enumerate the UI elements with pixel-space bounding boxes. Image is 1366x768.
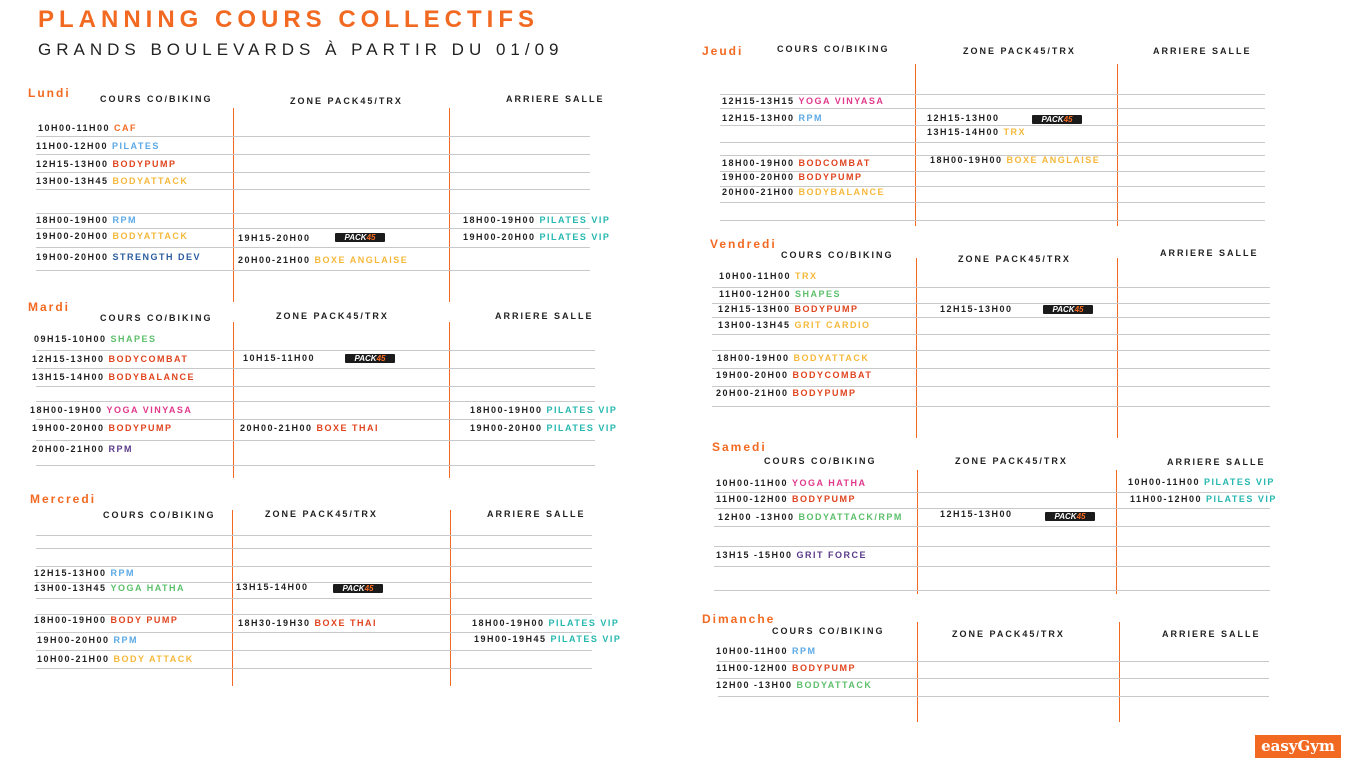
row-rule — [36, 213, 590, 214]
class-name: PILATES VIP — [546, 423, 618, 433]
class-entry — [34, 615, 178, 625]
class-name: CAF — [114, 123, 138, 133]
class-time: 09H15-10H00 — [34, 334, 107, 344]
pack-number: 45 — [364, 584, 374, 593]
row-rule — [36, 386, 595, 387]
class-time: 13H00-13H45 — [34, 583, 107, 593]
row-rule — [36, 189, 590, 190]
row-rule — [36, 668, 592, 669]
column-divider — [1119, 622, 1120, 722]
class-entry — [716, 478, 867, 488]
class-entry — [716, 550, 867, 560]
class-time: 12H00 -13H00 — [718, 512, 795, 522]
row-rule — [36, 650, 592, 651]
class-name: BODYPUMP — [798, 172, 863, 182]
class-entry — [722, 187, 885, 197]
column-header: ARRIERE SALLE — [506, 94, 605, 104]
class-time: 11H00-12H00 — [1130, 494, 1203, 504]
row-rule — [712, 406, 1270, 407]
pack-number: 45 — [376, 354, 386, 363]
class-entry — [722, 113, 823, 123]
class-name: BODY ATTACK — [113, 654, 194, 664]
pack45-badge — [335, 233, 385, 242]
class-time: 10H00-11H00 — [719, 271, 792, 281]
class-name: RPM — [113, 635, 139, 645]
class-name: BODYPUMP — [792, 388, 857, 398]
class-time: 20H00-21H00 — [32, 444, 105, 454]
class-entry — [940, 509, 1013, 519]
class-entry — [722, 172, 863, 182]
row-rule — [36, 566, 592, 567]
row-rule — [36, 350, 595, 351]
class-time: 18H00-19H00 — [717, 353, 790, 363]
column-divider — [233, 108, 234, 302]
class-name: BODYBALANCE — [108, 372, 196, 382]
class-entry — [238, 618, 377, 628]
class-time: 18H00-19H00 — [472, 618, 545, 628]
class-name: BODYPUMP — [112, 159, 177, 169]
class-entry — [463, 232, 610, 242]
row-rule — [36, 401, 595, 402]
column-divider — [1116, 470, 1117, 594]
class-name: BODCOMBAT — [798, 158, 871, 168]
class-name: YOGA HATHA — [792, 478, 867, 488]
class-entry — [722, 96, 884, 106]
class-entry — [36, 159, 177, 169]
class-time: 12H15-13H00 — [36, 159, 109, 169]
class-time: 19H00-20H00 — [37, 635, 110, 645]
class-entry — [36, 252, 201, 262]
class-time: 10H00-11H00 — [716, 478, 789, 488]
class-time: 19H00-20H00 — [722, 172, 795, 182]
class-name: BOXE ANGLAISE — [314, 255, 409, 265]
class-time: 19H00-20H00 — [463, 232, 536, 242]
column-header: COURS CO/BIKING — [781, 250, 894, 260]
day-name: Mardi — [28, 300, 71, 314]
pack-number: 45 — [366, 233, 376, 242]
day-name: Jeudi — [702, 44, 744, 58]
class-entry — [716, 646, 817, 656]
row-rule — [720, 202, 1265, 203]
class-entry — [470, 423, 617, 433]
class-name: BOXE THAI — [314, 618, 378, 628]
row-rule — [714, 590, 1270, 591]
class-entry — [718, 304, 859, 314]
row-rule — [36, 136, 590, 137]
class-name: STRENGTH DEV — [112, 252, 202, 262]
class-time: 11H00-12H00 — [36, 141, 109, 151]
class-time: 12H15-13H15 — [722, 96, 795, 106]
class-entry — [238, 233, 311, 243]
class-time: 19H00-20H00 — [470, 423, 543, 433]
class-entry — [34, 568, 135, 578]
column-header: ZONE PACK45/TRX — [958, 254, 1071, 264]
class-time: 12H15-13H00 — [722, 113, 795, 123]
pack45-badge — [1032, 115, 1082, 124]
column-divider — [916, 258, 917, 438]
class-time: 13H15-14H00 — [927, 127, 1000, 137]
class-time: 10H00-11H00 — [38, 123, 111, 133]
class-name: PILATES VIP — [548, 618, 620, 628]
class-name: PILATES VIP — [546, 405, 618, 415]
class-time: 18H00-19H00 — [34, 615, 107, 625]
class-time: 13H00-13H45 — [36, 176, 109, 186]
class-name: BODYPUMP — [108, 423, 173, 433]
class-entry — [718, 512, 903, 522]
class-entry — [32, 354, 188, 364]
class-name: YOGA VINYASA — [798, 96, 885, 106]
class-name: RPM — [798, 113, 824, 123]
class-entry — [36, 141, 160, 151]
class-name: BOXE ANGLAISE — [1006, 155, 1101, 165]
class-time: 12H00 -13H00 — [716, 680, 793, 690]
class-entry — [463, 215, 610, 225]
column-header: COURS CO/BIKING — [772, 626, 885, 636]
pack45-badge — [333, 584, 383, 593]
class-time: 10H00-21H00 — [37, 654, 110, 664]
page-subtitle: GRANDS BOULEVARDS À PARTIR DU 01/09 — [38, 40, 564, 59]
class-entry — [472, 618, 619, 628]
row-rule — [36, 535, 592, 536]
class-name: BODYATTACK — [112, 231, 189, 241]
class-name: GRIT FORCE — [796, 550, 868, 560]
class-name: PILATES VIP — [550, 634, 622, 644]
class-name: BOXE THAI — [316, 423, 380, 433]
class-entry — [927, 113, 1000, 123]
column-divider — [917, 622, 918, 722]
column-header: ZONE PACK45/TRX — [265, 509, 378, 519]
row-rule — [36, 228, 590, 229]
row-rule — [720, 125, 1265, 126]
row-rule — [714, 526, 1270, 527]
column-header: ZONE PACK45/TRX — [955, 456, 1068, 466]
column-header: ARRIERE SALLE — [1153, 46, 1252, 56]
class-entry — [34, 583, 185, 593]
column-header: ZONE PACK45/TRX — [963, 46, 1076, 56]
pack-label: PACK — [1052, 305, 1075, 314]
class-entry — [719, 289, 841, 299]
pack45-badge — [345, 354, 395, 363]
class-entry — [1128, 477, 1275, 487]
class-name: BODYATTACK — [796, 680, 873, 690]
class-entry — [930, 155, 1100, 165]
class-name: PILATES VIP — [1204, 477, 1275, 487]
row-rule — [712, 386, 1270, 387]
row-rule — [720, 220, 1265, 221]
class-name: BODY PUMP — [110, 615, 179, 625]
class-entry — [716, 663, 856, 673]
row-rule — [714, 492, 1270, 493]
class-name: BODYPUMP — [792, 494, 857, 504]
class-time: 19H00-20H00 — [32, 423, 105, 433]
column-divider — [449, 322, 450, 478]
class-entry — [718, 320, 871, 330]
class-time: 11H00-12H00 — [716, 663, 789, 673]
class-entry — [470, 405, 617, 415]
class-time: 18H00-19H00 — [722, 158, 795, 168]
class-time: 19H00-20H00 — [36, 252, 109, 262]
column-header: ZONE PACK45/TRX — [276, 311, 389, 321]
class-entry — [927, 127, 1026, 137]
class-name: BODYATTACK — [112, 176, 189, 186]
class-time: 19H00-19H45 — [474, 634, 547, 644]
class-entry — [716, 494, 856, 504]
class-name: RPM — [110, 568, 136, 578]
class-entry — [30, 405, 192, 415]
class-entry — [37, 654, 194, 664]
pack-label: PACK — [342, 584, 365, 593]
column-header: ARRIERE SALLE — [1160, 248, 1259, 258]
day-name: Lundi — [28, 86, 71, 100]
row-rule — [36, 270, 590, 271]
class-entry — [474, 634, 621, 644]
class-name: PILATES VIP — [539, 215, 611, 225]
class-entry — [36, 231, 188, 241]
row-rule — [36, 247, 590, 248]
class-name: GRIT CARDIO — [794, 320, 871, 330]
class-name: BODYPUMP — [792, 663, 857, 673]
class-entry — [236, 582, 309, 592]
class-name: RPM — [112, 215, 138, 225]
class-time: 20H00-21H00 — [240, 423, 313, 433]
column-header: ZONE PACK45/TRX — [290, 96, 403, 106]
pack-label: PACK — [354, 354, 377, 363]
class-entry — [37, 635, 138, 645]
class-name: BODYBALANCE — [798, 187, 886, 197]
class-time: 10H15-11H00 — [243, 353, 316, 363]
class-name: BODYATTACK/RPM — [798, 512, 903, 522]
row-rule — [720, 142, 1265, 143]
class-time: 19H00-20H00 — [36, 231, 109, 241]
class-time: 12H15-13H00 — [32, 354, 105, 364]
class-time: 18H00-19H00 — [930, 155, 1003, 165]
page-title: PLANNING COURS COLLECTIFS — [38, 6, 539, 33]
row-rule — [36, 154, 590, 155]
class-name: BODYCOMBAT — [108, 354, 189, 364]
class-time: 12H15-13H00 — [34, 568, 107, 578]
class-time: 19H15-20H00 — [238, 233, 311, 243]
column-divider — [233, 322, 234, 478]
row-rule — [712, 317, 1270, 318]
column-header: COURS CO/BIKING — [100, 313, 213, 323]
class-entry — [32, 372, 195, 382]
day-name: Dimanche — [702, 612, 776, 626]
class-entry — [719, 271, 818, 281]
class-name: SHAPES — [110, 334, 157, 344]
row-rule — [720, 94, 1265, 95]
row-rule — [36, 172, 590, 173]
row-rule — [36, 368, 595, 369]
class-entry — [722, 158, 871, 168]
day-name: Vendredi — [710, 237, 777, 251]
row-rule — [712, 368, 1270, 369]
class-entry — [36, 176, 188, 186]
class-time: 18H00-19H00 — [463, 215, 536, 225]
class-name: YOGA HATHA — [110, 583, 186, 593]
row-rule — [36, 598, 592, 599]
class-time: 18H30-19H30 — [238, 618, 311, 628]
class-time: 10H00-11H00 — [716, 646, 789, 656]
pack-number: 45 — [1076, 512, 1086, 521]
class-name: BODYCOMBAT — [792, 370, 873, 380]
class-name: PILATES VIP — [1206, 494, 1277, 504]
brand-logo: easyGym — [1255, 735, 1341, 758]
class-entry — [940, 304, 1013, 314]
class-name: TRX — [1003, 127, 1027, 137]
class-time: 18H00-19H00 — [470, 405, 543, 415]
class-time: 20H00-21H00 — [722, 187, 795, 197]
column-divider — [917, 470, 918, 594]
class-name: SHAPES — [795, 289, 842, 299]
row-rule — [36, 419, 595, 420]
day-name: Samedi — [712, 440, 767, 454]
class-entry — [1130, 494, 1277, 504]
column-header: ARRIERE SALLE — [487, 509, 586, 519]
class-time: 12H15-13H00 — [940, 304, 1013, 314]
row-rule — [36, 632, 592, 633]
class-name: PILATES VIP — [539, 232, 611, 242]
pack-label: PACK — [1041, 115, 1064, 124]
class-entry — [38, 123, 137, 133]
class-entry — [34, 334, 157, 344]
class-time: 13H00-13H45 — [718, 320, 791, 330]
row-rule — [718, 661, 1269, 662]
pack45-badge — [1043, 305, 1093, 314]
class-entry — [243, 353, 315, 363]
class-name: BODYPUMP — [794, 304, 859, 314]
class-name: PILATES — [112, 141, 160, 151]
class-time: 12H15-13H00 — [927, 113, 1000, 123]
column-header: COURS CO/BIKING — [103, 510, 216, 520]
class-name: BODYATTACK — [793, 353, 870, 363]
column-header: ARRIERE SALLE — [495, 311, 594, 321]
column-header: ZONE PACK45/TRX — [952, 629, 1065, 639]
class-entry — [32, 423, 173, 433]
row-rule — [712, 287, 1270, 288]
class-entry — [716, 680, 872, 690]
row-rule — [720, 108, 1265, 109]
class-time: 19H00-20H00 — [716, 370, 789, 380]
pack-number: 45 — [1063, 115, 1073, 124]
column-header: COURS CO/BIKING — [777, 44, 890, 54]
class-time: 12H15-13H00 — [940, 509, 1013, 519]
column-divider — [449, 108, 450, 302]
class-time: 18H00-19H00 — [30, 405, 103, 415]
class-entry — [240, 423, 379, 433]
class-time: 11H00-12H00 — [716, 494, 789, 504]
row-rule — [718, 696, 1269, 697]
class-time: 13H15-14H00 — [236, 582, 309, 592]
row-rule — [36, 440, 595, 441]
class-entry — [717, 353, 869, 363]
class-time: 20H00-21H00 — [716, 388, 789, 398]
column-header: COURS CO/BIKING — [100, 94, 213, 104]
class-time: 18H00-19H00 — [36, 215, 109, 225]
class-entry — [716, 370, 872, 380]
pack-label: PACK — [344, 233, 367, 242]
row-rule — [718, 678, 1269, 679]
class-time: 13H15-14H00 — [32, 372, 105, 382]
class-entry — [36, 215, 137, 225]
row-rule — [714, 566, 1270, 567]
row-rule — [36, 465, 595, 466]
class-time: 11H00-12H00 — [719, 289, 792, 299]
row-rule — [714, 546, 1270, 547]
column-header: ARRIERE SALLE — [1167, 457, 1266, 467]
class-name: YOGA VINYASA — [106, 405, 193, 415]
class-time: 10H00-11H00 — [1128, 477, 1201, 487]
row-rule — [36, 548, 592, 549]
class-time: 20H00-21H00 — [238, 255, 311, 265]
class-time: 12H15-13H00 — [718, 304, 791, 314]
class-name: TRX — [795, 271, 818, 281]
day-name: Mercredi — [30, 492, 97, 506]
column-header: ARRIERE SALLE — [1162, 629, 1261, 639]
column-divider — [1117, 258, 1118, 438]
pack-label: PACK — [1054, 512, 1077, 521]
column-header: COURS CO/BIKING — [764, 456, 877, 466]
row-rule — [712, 350, 1270, 351]
row-rule — [712, 334, 1270, 335]
class-name: RPM — [792, 646, 817, 656]
pack45-badge — [1045, 512, 1095, 521]
class-time: 13H15 -15H00 — [716, 550, 793, 560]
pack-number: 45 — [1074, 305, 1084, 314]
class-entry — [238, 255, 408, 265]
class-entry — [32, 444, 133, 454]
class-entry — [716, 388, 857, 398]
class-name: RPM — [108, 444, 134, 454]
